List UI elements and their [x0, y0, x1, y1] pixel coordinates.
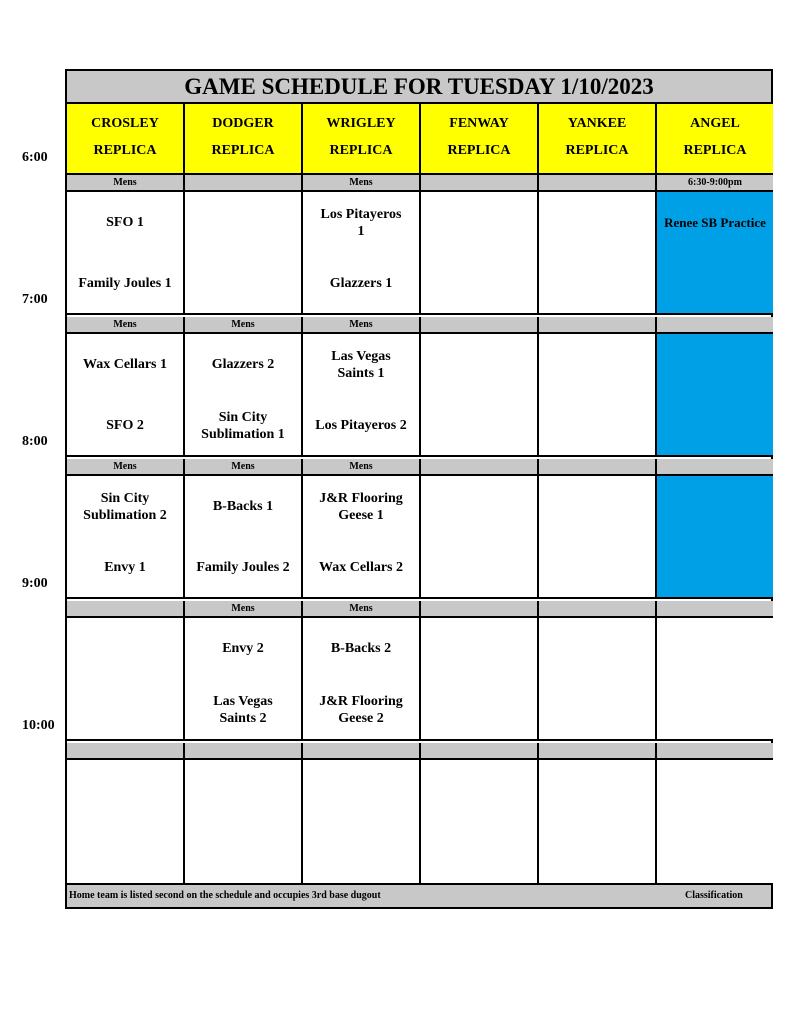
field-header-yankee: [539, 104, 657, 175]
time-label: 7:00: [22, 292, 48, 307]
game-cell: [421, 618, 539, 741]
division-label: [539, 317, 657, 334]
division-label: 6:30-9:00pm: [657, 175, 773, 192]
classification-label: Classification: [685, 890, 743, 901]
division-label: Mens: [67, 317, 185, 334]
field-subtitle: REPLICA: [565, 143, 629, 158]
game-cell: [421, 192, 539, 315]
game-cell: [303, 760, 421, 883]
game-cell: [657, 476, 773, 599]
division-label: [185, 175, 303, 192]
field-name: DODGER: [212, 116, 274, 131]
field-subtitle: REPLICA: [93, 143, 157, 158]
visiting-team: J&R Flooring Geese 1: [319, 491, 403, 523]
visiting-team: Glazzers 2: [211, 357, 275, 372]
division-label: [67, 601, 185, 618]
field-header-crosley: [67, 104, 185, 175]
field-header-dodger: [185, 104, 303, 175]
visiting-team: Los Pitayeros 1: [320, 207, 402, 239]
game-cell: [421, 334, 539, 457]
field-name: WRIGLEY: [326, 116, 396, 131]
field-name: ANGEL: [690, 116, 740, 131]
game-cell: [421, 476, 539, 599]
time-label: 6:00: [22, 150, 48, 165]
division-label: Mens: [67, 175, 185, 192]
visiting-team: Envy 2: [222, 641, 264, 656]
home-team-note: Home team is listed second on the schedule and occupies 3rd base dugout: [69, 890, 381, 901]
time-label: 10:00: [22, 718, 55, 733]
game-cell: [421, 760, 539, 883]
division-label: Mens: [185, 459, 303, 476]
division-label: [421, 175, 539, 192]
division-label: [539, 601, 657, 618]
home-team: SFO 2: [106, 418, 144, 433]
field-subtitle: REPLICA: [447, 143, 511, 158]
home-team: Family Joules 1: [78, 276, 172, 291]
game-cell: [539, 618, 657, 741]
division-label: [657, 317, 773, 334]
home-team: Wax Cellars 2: [319, 560, 403, 575]
game-cell: [303, 476, 421, 599]
game-cell: [303, 334, 421, 457]
schedule-sheet: [65, 69, 773, 909]
field-header-angel: [657, 104, 773, 175]
footer-bar: [67, 883, 771, 907]
division-label: [421, 601, 539, 618]
field-header-wrigley: [303, 104, 421, 175]
field-subtitle: REPLICA: [211, 143, 275, 158]
game-cell: [185, 618, 303, 741]
schedule-title: GAME SCHEDULE FOR TUESDAY 1/10/2023: [67, 71, 771, 104]
game-cell: [539, 476, 657, 599]
division-label: Mens: [303, 175, 421, 192]
field-subtitle: REPLICA: [329, 143, 393, 158]
division-label: [421, 743, 539, 760]
visiting-team: Wax Cellars 1: [83, 357, 167, 372]
game-cell: [657, 334, 773, 457]
game-cell: [303, 618, 421, 741]
home-team: Family Joules 2: [196, 560, 290, 575]
game-cell: [539, 334, 657, 457]
visiting-team: B-Backs 2: [330, 641, 392, 656]
visiting-team: Sin City Sublimation 2: [83, 491, 167, 523]
home-team: Glazzers 1: [329, 276, 393, 291]
game-cell: [185, 476, 303, 599]
home-team: Envy 1: [104, 560, 146, 575]
game-cell: [185, 334, 303, 457]
game-cell: [657, 760, 773, 883]
game-cell: [67, 476, 185, 599]
practice-reservation: Renee SB Practice: [664, 215, 766, 230]
game-cell: [657, 618, 773, 741]
visiting-team: Las Vegas Saints 1: [331, 349, 391, 381]
game-cell: [657, 192, 773, 315]
field-header-fenway: [421, 104, 539, 175]
division-label: Mens: [185, 601, 303, 618]
division-label: [303, 743, 421, 760]
division-label: Mens: [303, 317, 421, 334]
visiting-team: B-Backs 1: [212, 499, 274, 514]
home-team: Las Vegas Saints 2: [213, 694, 273, 726]
division-label: [421, 317, 539, 334]
field-name: FENWAY: [449, 116, 509, 131]
division-label: [657, 601, 773, 618]
home-team: Los Pitayeros 2: [315, 418, 407, 433]
field-subtitle: REPLICA: [683, 143, 747, 158]
game-cell: [67, 192, 185, 315]
game-cell: [67, 618, 185, 741]
game-cell: [539, 760, 657, 883]
time-label: 9:00: [22, 576, 48, 591]
visiting-team: SFO 1: [106, 215, 144, 230]
division-label: [185, 743, 303, 760]
division-label: Mens: [185, 317, 303, 334]
home-team: Sin City Sublimation 1: [201, 410, 285, 442]
division-label: [539, 459, 657, 476]
division-label: Mens: [303, 459, 421, 476]
time-label: 8:00: [22, 434, 48, 449]
division-label: [421, 459, 539, 476]
division-label: [657, 459, 773, 476]
game-cell: [539, 192, 657, 315]
division-label: Mens: [67, 459, 185, 476]
field-name: CROSLEY: [91, 116, 159, 131]
division-label: [539, 743, 657, 760]
home-team: J&R Flooring Geese 2: [319, 694, 403, 726]
division-label: [67, 743, 185, 760]
field-name: YANKEE: [567, 116, 627, 131]
division-label: [539, 175, 657, 192]
game-cell: [185, 760, 303, 883]
game-cell: [67, 760, 185, 883]
game-cell: [67, 334, 185, 457]
division-label: Mens: [303, 601, 421, 618]
game-cell: [303, 192, 421, 315]
division-label: [657, 743, 773, 760]
game-cell: [185, 192, 303, 315]
